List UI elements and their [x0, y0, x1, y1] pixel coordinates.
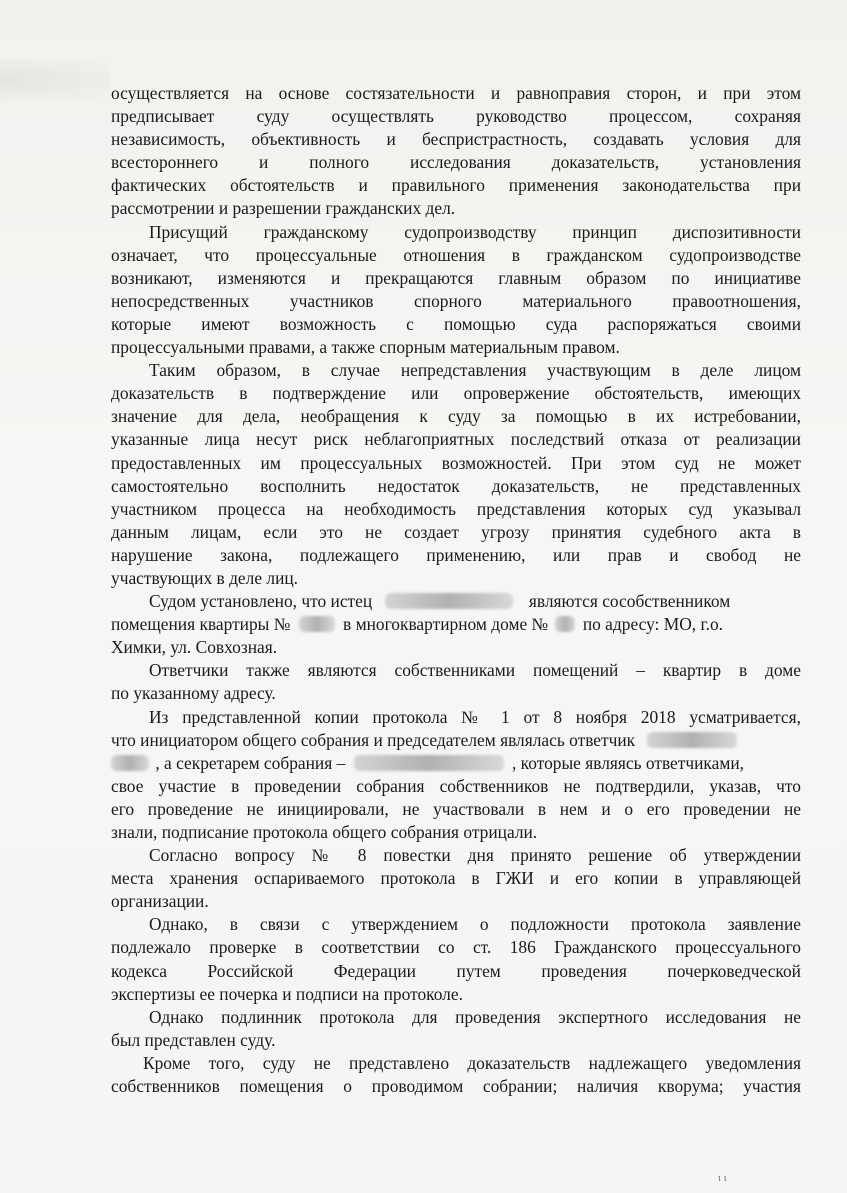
text-line: места хранения оспариваемого протокола в ГЖИ и его копии в управляющей	[111, 868, 801, 889]
text-line: Однако подлинник протокола для проведения экспертного исследования не	[149, 1006, 801, 1027]
scan-edge-shadow	[0, 60, 110, 100]
text-line-redacted-4	[111, 752, 801, 775]
text-fragment: что инициатором общего собрания и председателем являлась ответчик	[111, 729, 636, 750]
redaction-mark	[111, 755, 149, 771]
text-line: Присущий гражданскому судопроизводству принцип диспозитивности	[149, 221, 801, 242]
document-body	[111, 82, 801, 1098]
text-line: Ответчики также являются собственниками помещений – квартир в доме	[149, 660, 801, 681]
text-line: подлежало проверке в соответствии со ст. 186 Гражданского процессуального	[111, 937, 801, 958]
text-line: нарушение закона, подлежащего применению, или прав и свобод не	[111, 544, 801, 565]
text-line: экспертизы ее почерка и подписи на протоколе.	[111, 983, 463, 1004]
text-fragment: помещения квартиры №	[111, 614, 291, 635]
text-line: всестороннего и полного исследования доказательств, установления	[111, 152, 801, 173]
text-line-redacted-3	[111, 729, 801, 752]
text-block-1	[111, 82, 801, 590]
text-line-redacted-2	[111, 613, 801, 636]
text-line: знали, подписание протокола общего собрания отрицали.	[111, 822, 538, 842]
text-line: Химки, ул. Совхозная.	[111, 637, 278, 658]
text-line: самостоятельно восполнить недостаток доказательств, не представленных	[111, 475, 801, 496]
text-line: доказательств в подтверждение или опровержение обстоятельств, имеющих	[111, 383, 801, 404]
text-line: был представлен суду.	[111, 1029, 276, 1050]
text-line-redacted-1	[111, 590, 801, 613]
text-line: процессуальными правами, а также спорным материальным правом.	[111, 337, 620, 358]
text-fragment: в многоквартирном доме №	[343, 614, 549, 635]
text-line: фактических обстоятельств и правильного применения законодательства при	[111, 175, 801, 196]
redaction-mark	[647, 732, 737, 748]
redaction-mark	[354, 755, 504, 771]
text-line: организации.	[111, 891, 209, 912]
text-line: участвующих в деле лиц.	[111, 567, 299, 588]
text-line: Таким образом, в случае непредставления участвующим в деле лицом	[149, 360, 801, 381]
text-line: Согласно вопросу № 8 повестки дня принято решение об утверждении	[149, 845, 801, 866]
text-fragment: являются сособственником	[528, 591, 731, 612]
text-line: участником процесса на необходимость представления которых суд указывал	[111, 498, 801, 519]
text-line: свое участие в проведении собрания собственников не подтвердили, указав, что	[111, 775, 801, 796]
redaction-mark	[385, 593, 513, 609]
text-block-2	[111, 659, 801, 728]
text-line: значение для дела, необращения к суду за помощью в их истребовании,	[111, 406, 801, 427]
text-line: предписывает суду осуществлять руководство процессом, сохраняя	[111, 106, 801, 127]
page-footer-mark: ι ι	[718, 1172, 727, 1184]
text-line: независимость, объективность и беспристрастность, создавать условия для	[111, 129, 801, 150]
text-line: данным лицам, если это не создает угрозу принятия судебного акта в	[111, 521, 801, 542]
redaction-mark	[299, 616, 335, 632]
text-line: которые имеют возможность с помощью суда распоряжаться своими	[111, 313, 801, 334]
text-line: непосредственных участников спорного материального правоотношения,	[111, 290, 801, 311]
text-line: предоставленных им процессуальных возможностей. При этом суд не может	[111, 452, 801, 473]
redaction-mark	[555, 616, 575, 632]
text-line: собственников помещения о проводимом собрании; наличия кворума; участия	[111, 1076, 801, 1097]
text-fragment: по адресу: МО, г.о.	[582, 614, 724, 635]
text-line: кодекса Российской Федерации путем проведения почерковедческой	[111, 960, 801, 981]
text-fragment: Судом установлено, что истец	[149, 591, 373, 612]
text-line: означает, что процессуальные отношения в гражданском судопроизводстве	[111, 244, 801, 265]
text-line: указанные лица несут риск неблагоприятных последствий отказа от реализации	[111, 429, 801, 450]
text-fragment: , а секретарем собрания –	[155, 752, 346, 773]
text-block-3	[111, 775, 801, 1098]
text-line: Из представленной копии протокола № 1 от 8 ноября 2018 усматривается,	[149, 706, 801, 727]
text-line: Однако, в связи с утверждением о подложности протокола заявление	[149, 914, 801, 935]
text-line: Кроме того, суду не представлено доказательств надлежащего уведомления	[143, 1052, 801, 1073]
text-line: рассмотрении и разрешении гражданских дел.	[111, 198, 456, 219]
text-fragment: , которые являясь ответчиками,	[511, 752, 744, 773]
text-line: осуществляется на основе состязательности и равноправия сторон, и при этом	[111, 83, 801, 103]
text-line: по указанному адресу.	[111, 683, 276, 704]
text-line: возникают, изменяются и прекращаются главным образом по инициативе	[111, 267, 801, 288]
text-line: его проведение не инициировали, не участвовали в нем и о его проведении не	[111, 798, 801, 819]
